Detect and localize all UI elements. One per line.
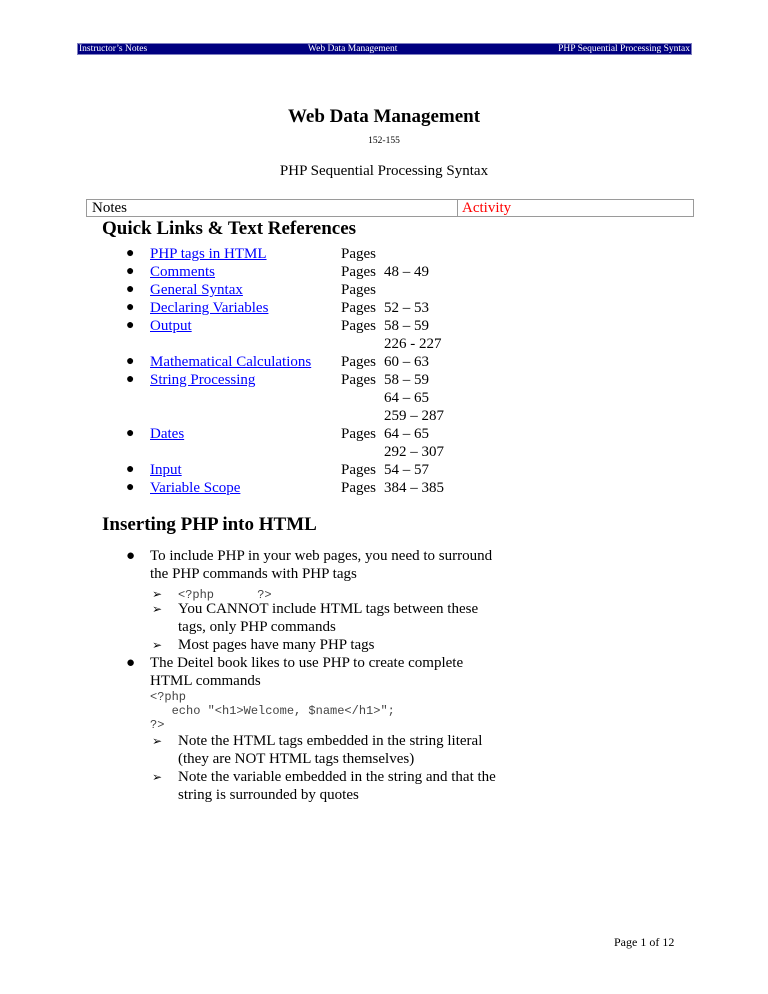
arrow-bullet-icon: ➢ (152, 587, 163, 601)
pages-label: Pages (341, 480, 376, 496)
bullet-icon: ● (126, 462, 135, 477)
quick-link-item (0, 263, 768, 281)
code-line: ?> (150, 718, 165, 732)
arrow-bullet-icon: ➢ (152, 734, 163, 748)
php-tags-code: <?php ?> (178, 588, 272, 602)
pages-label: Pages (341, 426, 376, 442)
sub-item-continuation (178, 786, 359, 804)
pages-value: 58 – 59 (384, 318, 429, 334)
document-title: Web Data Management (287, 106, 481, 127)
link-php-tags[interactable]: PHP tags in HTML (150, 246, 267, 262)
quick-link-item (0, 281, 768, 299)
arrow-bullet-icon: ➢ (152, 638, 163, 652)
pages-value: 52 – 53 (384, 300, 429, 316)
sub-item (152, 768, 496, 786)
quick-link-item (0, 425, 768, 443)
bullet-icon: ● (126, 480, 135, 495)
bullet-item (126, 547, 493, 565)
bullet-icon: ● (126, 282, 135, 297)
header-center: Web Data Management (307, 44, 398, 54)
sub-item-text: (they are NOT HTML tags themselves) (178, 751, 415, 767)
bullet-text: To include PHP in your web pages, you need to surround (150, 548, 493, 564)
quick-link-item (0, 317, 768, 335)
pages-label: Pages (341, 300, 376, 316)
bullet-icon: ● (126, 246, 135, 261)
code-block (150, 690, 395, 732)
sub-item-text: tags, only PHP commands (178, 619, 336, 635)
code-line: <?php (150, 690, 187, 704)
bullet-text: HTML commands (150, 673, 261, 689)
pages-value: 60 – 63 (384, 354, 429, 370)
sub-item-text: Note the variable embedded in the string and that the (178, 769, 496, 785)
bullet-item-continuation (150, 672, 261, 690)
bullet-item-continuation (150, 565, 357, 583)
bullet-text: the PHP commands with PHP tags (150, 566, 357, 582)
document-subtitle: PHP Sequential Processing Syntax (279, 163, 489, 179)
bullet-icon: ● (126, 354, 135, 369)
quick-link-continuation (0, 407, 768, 425)
sub-item-text: Most pages have many PHP tags (178, 637, 375, 653)
link-general-syntax[interactable]: General Syntax (150, 282, 243, 298)
bullet-text: The Deitel book likes to use PHP to create complete (150, 655, 464, 671)
link-input[interactable]: Input (150, 462, 182, 478)
sub-item (152, 636, 375, 654)
quick-link-item (0, 479, 768, 497)
bullet-icon: ● (126, 655, 136, 671)
page-range: 152-155 (368, 136, 400, 146)
pages-label: Pages (341, 264, 376, 280)
quick-link-item (0, 245, 768, 263)
inserting-php-heading: Inserting PHP into HTML (102, 514, 317, 535)
link-output[interactable]: Output (150, 318, 192, 334)
bullet-icon: ● (126, 300, 135, 315)
sub-item-continuation (178, 750, 414, 768)
link-string-processing[interactable]: String Processing (150, 372, 256, 388)
running-header (77, 43, 692, 55)
pages-value: 226 - 227 (384, 336, 442, 352)
pages-value: 48 – 49 (384, 264, 429, 280)
activity-column-header: Activity (462, 200, 512, 216)
header-right: PHP Sequential Processing Syntax (558, 44, 690, 54)
pages-label: Pages (341, 354, 376, 370)
quick-link-item (0, 353, 768, 371)
quick-link-continuation (0, 389, 768, 407)
page-indicator: Page 1 of 12 (614, 935, 675, 949)
pages-label: Pages (341, 282, 376, 298)
link-variable-scope[interactable]: Variable Scope (150, 480, 241, 496)
bullet-item (126, 654, 464, 672)
notes-column-header: Notes (87, 200, 458, 216)
pages-value: 64 – 65 (384, 426, 429, 442)
code-line: echo "<h1>Welcome, $name</h1>"; (150, 704, 395, 718)
bullet-icon: ● (126, 318, 135, 333)
pages-label: Pages (341, 246, 376, 262)
pages-value: 384 – 385 (384, 480, 444, 496)
link-declaring-variables[interactable]: Declaring Variables (150, 300, 269, 316)
header-left: Instructor’s Notes (79, 44, 148, 54)
link-mathematical-calculations[interactable]: Mathematical Calculations (150, 354, 312, 370)
pages-value: 58 – 59 (384, 372, 429, 388)
bullet-icon: ● (126, 426, 135, 441)
pages-label: Pages (341, 372, 376, 388)
arrow-bullet-icon: ➢ (152, 602, 163, 616)
sub-item (152, 600, 479, 618)
pages-value: 292 – 307 (384, 444, 444, 460)
bullet-icon: ● (126, 548, 136, 564)
quick-link-item (0, 371, 768, 389)
sub-item (152, 732, 483, 750)
sub-item-text: string is surrounded by quotes (178, 787, 359, 803)
quick-link-continuation (0, 443, 768, 461)
quick-link-item (0, 299, 768, 317)
sub-item-text: Note the HTML tags embedded in the string literal (178, 733, 483, 749)
bullet-icon: ● (126, 264, 135, 279)
bullet-icon: ● (126, 372, 135, 387)
quick-link-item (0, 461, 768, 479)
pages-value: 64 – 65 (384, 390, 429, 406)
arrow-bullet-icon: ➢ (152, 770, 163, 784)
link-comments[interactable]: Comments (150, 264, 216, 280)
sub-item-continuation (178, 618, 336, 636)
pages-value: 54 – 57 (384, 462, 429, 478)
notes-activity-table (86, 199, 694, 217)
pages-label: Pages (341, 318, 376, 334)
quick-link-continuation (0, 335, 768, 353)
link-dates[interactable]: Dates (150, 426, 185, 442)
pages-value: 259 – 287 (384, 408, 444, 424)
quick-links-heading: Quick Links & Text References (102, 218, 357, 239)
pages-label: Pages (341, 462, 376, 478)
sub-item-text: You CANNOT include HTML tags between these (178, 601, 479, 617)
